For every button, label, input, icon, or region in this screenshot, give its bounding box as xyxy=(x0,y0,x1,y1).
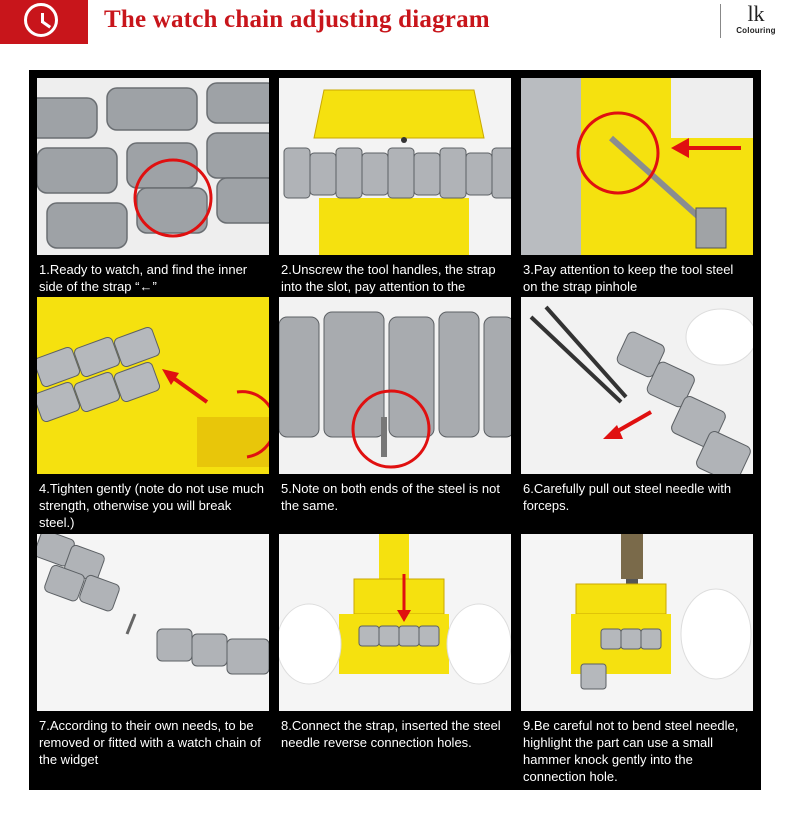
brand-name: Colouring xyxy=(736,26,776,35)
step-1-caption: 1.Ready to watch, and find the inner side of the strap “←” xyxy=(39,262,248,294)
step-2-caption: 2.Unscrew the tool handles, the strap into the slot, pay attention to the xyxy=(281,262,496,294)
brand-logo xyxy=(728,2,784,35)
divider xyxy=(720,4,721,38)
step-8-caption: 8.Connect the strap, inserted the steel needle reverse connection holes. xyxy=(281,718,501,750)
step-6-caption: 6.Carefully pull out steel needle with forceps. xyxy=(523,481,732,513)
step-3-caption: 3.Pay attention to keep the tool steel on the strap pinhole xyxy=(523,262,734,294)
step-1-photo xyxy=(37,78,269,255)
step-4-photo xyxy=(37,297,269,474)
step-2-photo xyxy=(279,78,511,255)
step-9-caption: 9.Be careful not to bend steel needle, highlight the part can use a small hammer knock gently into the connection hole. xyxy=(523,718,739,784)
step-4-caption: 4.Tighten gently (note do not use much strength, otherwise you will break steel.) xyxy=(39,481,264,530)
header xyxy=(0,0,790,44)
step-5-caption: 5.Note on both ends of the steel is not the same. xyxy=(281,481,500,513)
step-5-photo xyxy=(279,297,511,474)
clock-logo xyxy=(0,0,88,44)
step-7-caption: 7.According to their own needs, to be removed or fitted with a watch chain of the widget xyxy=(39,718,261,767)
step-7-photo xyxy=(37,534,269,711)
step-9-photo xyxy=(521,534,753,711)
steps-panel xyxy=(29,70,761,790)
step-8-photo xyxy=(279,534,511,711)
page-title: The watch chain adjusting diagram xyxy=(104,6,490,33)
clock-icon xyxy=(24,3,58,37)
step-3-photo xyxy=(521,78,753,255)
step-6-photo xyxy=(521,297,753,474)
brand-mark: lk xyxy=(747,1,765,26)
